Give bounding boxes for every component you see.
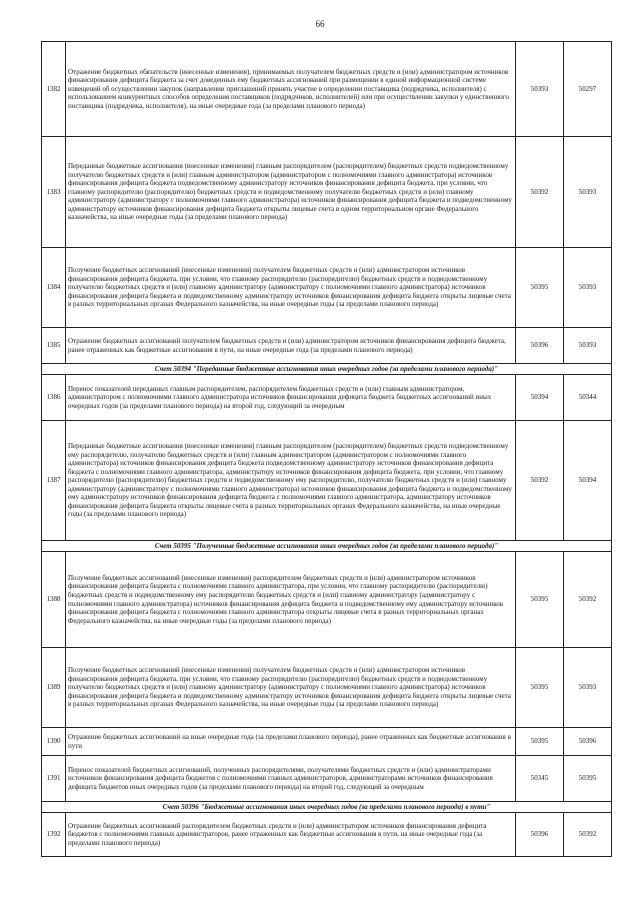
credit-account: 50393: [564, 648, 612, 728]
row-number: 1382: [42, 42, 66, 137]
table-row: [42, 42, 612, 137]
debit-account: 50392: [516, 137, 564, 248]
section-title: Счет 50395 "Полученные бюджетные ассигнования иных очередных годов (за пределами планового периода)": [42, 541, 612, 552]
section-header-row: [42, 364, 612, 375]
credit-account: 50344: [564, 375, 612, 421]
entry-description: Перенос показателей переданных главным распорядителем, распорядителем бюджетных средств и (или) главным администратором, администратором с полномочиями главного администратора источников финансирования дефицита бюджета бюджетных ассигнований иных очередных годов (за пределами планового периода) на второй год, следующий за очередным: [66, 375, 516, 421]
table-row: [42, 248, 612, 328]
entry-description: Переданные бюджетные ассигнования (внесенные изменения) главным распорядителем (распорядителем) бюджетных средств подведомственному получателю бюджетных средств и (или) главным администратором (администратором с полномочиями главного администратора) источников финансирования дефицита бюджета подведомственному администратору источников финансирования дефицита бюджета, при условии, что главному распорядителю (распорядителю) бюджетных средств и подведомственному получателю бюджетных средств и (или) главному администратору (администратору с полномочиями главного администратора) источников финансирования дефицита бюджета и подведомственному администратору источников финансирования дефицита бюджета открыты лицевые счета в одном территориальном органе Федерального казначейства, на иные очередные годы (за пределами планового периода): [66, 137, 516, 248]
entry-description: Отражение бюджетных ассигнований получателем бюджетных средств и (или) администратором источников финансирования дефицита бюджета, ранее отраженных как бюджетные ассигнования в пути, на иные очередные года (за пределами планового периода): [66, 328, 516, 364]
debit-account: 50392: [516, 421, 564, 541]
row-number: 1391: [42, 756, 66, 802]
debit-account: 50396: [516, 813, 564, 857]
credit-account: 50297: [564, 42, 612, 137]
row-number: 1386: [42, 375, 66, 421]
table-row: [42, 756, 612, 802]
section-header-row: [42, 802, 612, 813]
entry-description: Отражение бюджетных ассигнований на иные очередные года (за пределами планового периода), ранее отраженных как бюджетные ассигнования в пути: [66, 728, 516, 756]
row-number: 1389: [42, 648, 66, 728]
entry-description: Перенос показателей бюджетных ассигнований, полученных распорядителями, получателями бюджетных средств и (или) администраторами источников финансирования дефицита бюджетов с полномочиями главных администраторов, администраторами источников финансирования дефицита бюджетов иных очередных годов (за пределами планового периода) на второй год, следующий за очередным: [66, 756, 516, 802]
debit-account: 50394: [516, 375, 564, 421]
table-row: [42, 552, 612, 648]
credit-account: 50393: [564, 137, 612, 248]
credit-account: 50395: [564, 756, 612, 802]
credit-account: 50392: [564, 552, 612, 648]
row-number: 1384: [42, 248, 66, 328]
table-row: [42, 648, 612, 728]
credit-account: 50392: [564, 813, 612, 857]
row-number: 1390: [42, 728, 66, 756]
entry-description: Отражение бюджетных обязательств (внесенные изменения), принимаемых получателем бюджетных средств и (или) администратором источников финансирования дефицита бюджета за счет доведенных ему бюджетных ассигнований при размещении в единой информационной системе извещений об осуществлении закупок (направлении приглашений принять участие в определении поставщика (подрядчика, исполнителя) с использованием конкурентных способов определения поставщиков (подрядчиков, исполнителей) или при осуществлении закупки у единственного поставщика (подрядчика, исполнителя), на иные очередные года (за пределами планового периода): [66, 42, 516, 137]
entry-description: Отражение бюджетных ассигнований распорядителем бюджетных средств и (или) администратором источников финансирования дефицита бюджетов с полномочиями главных администраторов, ранее отраженных как бюджетные ассигнования в пути, на иные очередные года (за пределами планового периода): [66, 813, 516, 857]
row-number: 1388: [42, 552, 66, 648]
credit-account: 50394: [564, 421, 612, 541]
section-title: Счет 50396 "Бюджетные ассигнования иных очередных годов (за пределами планового периода) в пути": [42, 802, 612, 813]
table-row: [42, 813, 612, 857]
entry-description: Получение бюджетных ассигнований (внесенные изменения) получателем бюджетных средств и (или) администратором источников финансирования дефицита бюджета, при условии, что главному распорядителю (распорядителю) бюджетных средств и подведомственному получателю бюджетных средств и (или) главному администратору (администратору с полномочиями главного администратора) источников финансирования дефицита бюджета и подведомственному администратору источников финансирования дефицита бюджета открыты лицевые счета в разных территориальных органах Федерального казначейства, на иные очередные годы (за пределами планового периода): [66, 248, 516, 328]
section-title: Счет 50394 "Переданные бюджетные ассигнования иных очередных годов (за пределами планового периода)": [42, 364, 612, 375]
table-row: [42, 375, 612, 421]
credit-account: 50393: [564, 328, 612, 364]
table-row: [42, 328, 612, 364]
debit-account: 50345: [516, 756, 564, 802]
table-row: [42, 421, 612, 541]
debit-account: 50396: [516, 328, 564, 364]
entry-description: Получение бюджетных ассигнований (внесенные изменения) распорядителем бюджетных средств и (или) администратором источников финансирования дефицита бюджета с полномочиями главного администратора, при условии, что главному распорядителю (распорядителю) бюджетных средств и подведомственному ему распорядителю бюджетных средств и (или) главному администратору (администратору с полномочиями главного администратора) источников финансирования дефицита бюджета и подведомственному ему администратору источников финансирования дефицита бюджета с полномочиями главного администратора открыты лицевые счета в разных территориальных органах Федерального казначейства, на иные очередные годы (за пределами планового периода): [66, 552, 516, 648]
debit-account: 50395: [516, 648, 564, 728]
entry-description: Получение бюджетных ассигнований (внесенные изменения) получателем бюджетных средств и (или) администратором источников финансирования дефицита бюджета, при условии, что главному распорядителю (распорядителю) бюджетных средств и подведомственному получателю бюджетных средств и (или) главному администратору (администратору с полномочиями главного администратора) источников финансирования дефицита бюджета и подведомственному администратору источников финансирования дефицита бюджета открыты лицевые счета в разных территориальных органах Федерального казначейства, на иные очередные годы (за пределами планового периода): [66, 648, 516, 728]
credit-account: 50393: [564, 248, 612, 328]
credit-account: 50396: [564, 728, 612, 756]
debit-account: 50393: [516, 42, 564, 137]
debit-account: 50395: [516, 552, 564, 648]
accounting-entries-table: [41, 41, 612, 857]
row-number: 1385: [42, 328, 66, 364]
table-row: [42, 137, 612, 248]
entry-description: Переданные бюджетные ассигнования (внесенные изменения) главным распорядителем (распорядителем) бюджетных средств подведомственному ему распорядителю, получателю бюджетных средств и (или) главным администратором (администратором с полномочиями главного администратора) источников финансирования дефицита бюджета подведомственному администратору источников финансирования дефицита бюджета с полномочиями главного администратора, администратору источников финансирования дефицита бюджета, при условии, что главному распорядителю (распорядителю) бюджетных средств и подведомственному ему распорядителю, получателю бюджетных средств и (или) главному администратору (администратору с полномочиями главного администратора) источников финансирования дефицита бюджета и подведомственному ему администратору источников финансирования дефицита бюджета с полномочиями главного администратора, администратору источников финансирования дефицита бюджета открыты лицевые счета в разных территориальных органах Федерального казначейства, на иные очередные годы (за пределами планового периода): [66, 421, 516, 541]
table-body: [42, 42, 612, 857]
page-number: 66: [315, 19, 325, 29]
row-number: 1392: [42, 813, 66, 857]
row-number: 1383: [42, 137, 66, 248]
row-number: 1387: [42, 421, 66, 541]
debit-account: 50395: [516, 728, 564, 756]
table-row: [42, 728, 612, 756]
section-header-row: [42, 541, 612, 552]
debit-account: 50395: [516, 248, 564, 328]
